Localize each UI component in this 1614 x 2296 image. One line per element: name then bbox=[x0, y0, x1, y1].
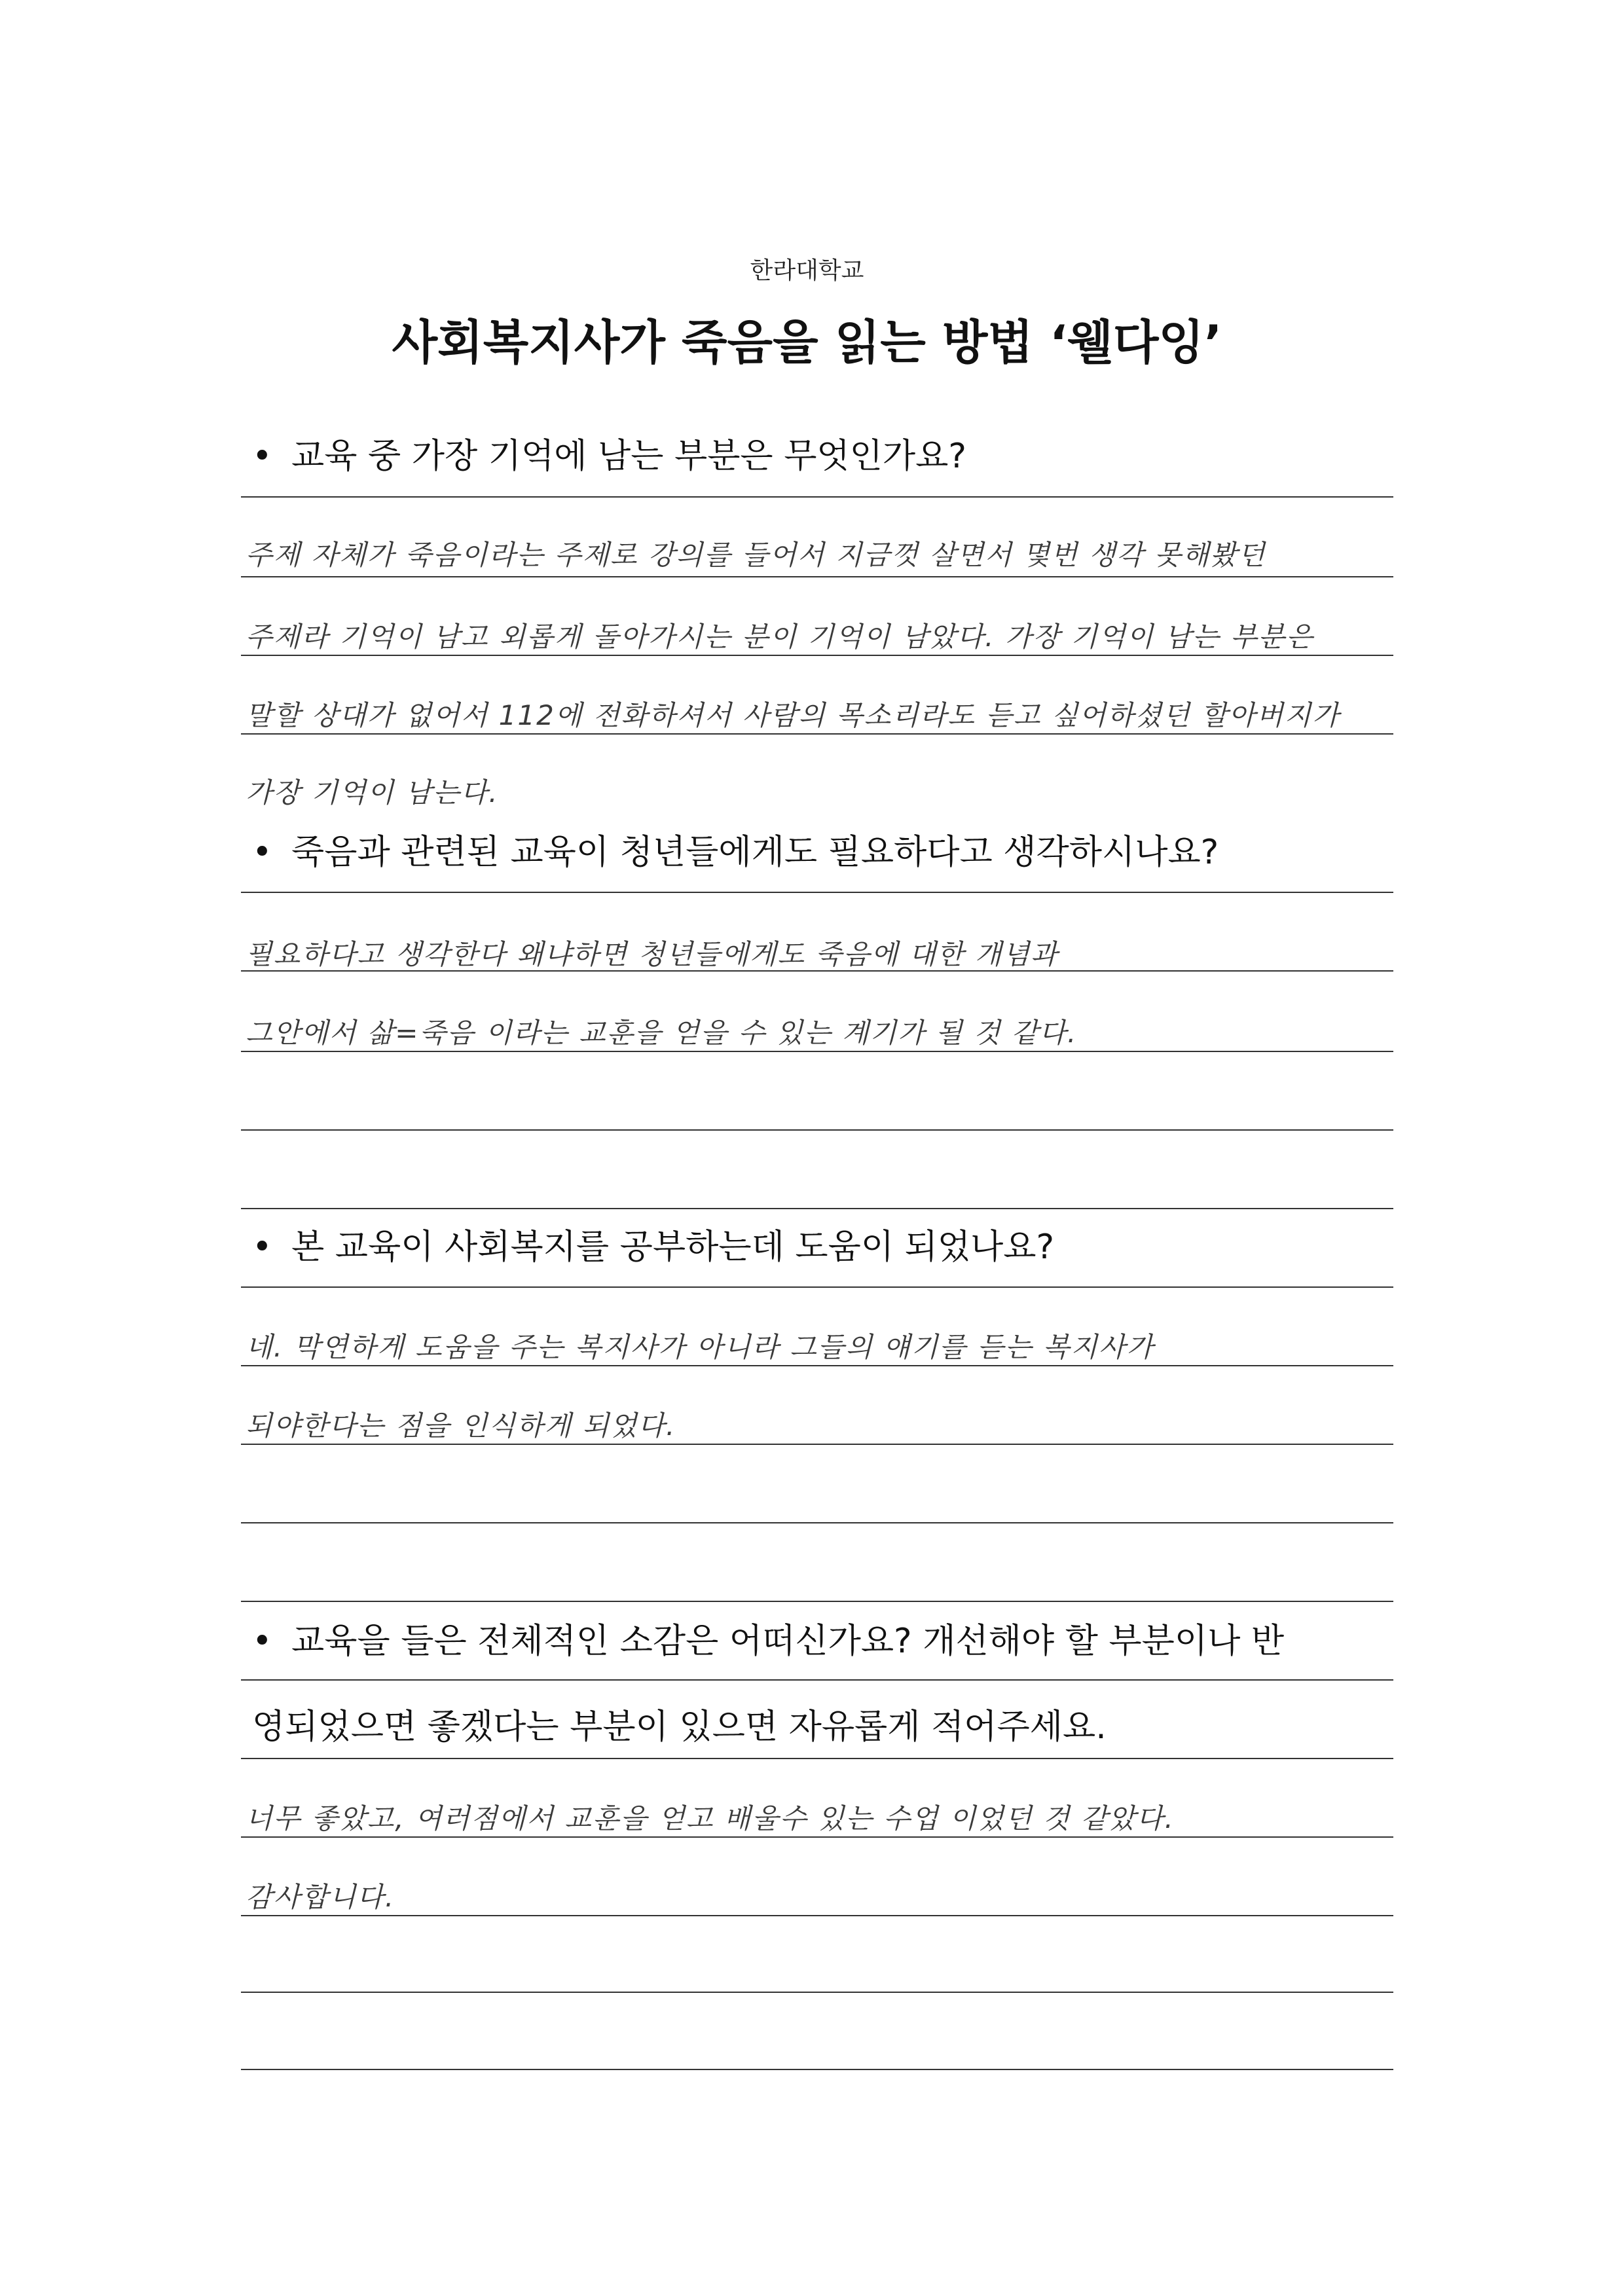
rule bbox=[241, 1286, 1393, 1288]
answer-1-line-2: 주제라 기억이 남고 외롭게 돌아가시는 분이 기억이 남았다. 가장 기억이 남는 부분은 bbox=[246, 621, 1314, 653]
answer-1-line-3: 말할 상대가 없어서 112에 전화하셔서 사람의 목소리라도 듣고 싶어하셨던 할아버지가 bbox=[246, 699, 1340, 731]
rule bbox=[241, 1915, 1393, 1916]
rule bbox=[241, 892, 1393, 893]
rule bbox=[241, 655, 1393, 656]
answer-2-line-1: 필요하다고 생각한다 왜냐하면 청년들에게도 죽음에 대한 개념과 bbox=[246, 938, 1059, 970]
rule bbox=[241, 1051, 1393, 1052]
bullet-icon: • bbox=[252, 1228, 272, 1267]
question-3 bbox=[252, 1226, 1378, 1269]
question-4 bbox=[252, 1620, 1378, 1663]
rule bbox=[241, 1365, 1393, 1366]
rule bbox=[241, 1208, 1393, 1209]
question-2 bbox=[252, 831, 1378, 874]
question-1-text: 교육 중 가장 기억에 남는 부분은 무엇인가요? bbox=[291, 437, 966, 476]
answer-4-line-1: 너무 좋았고, 여러점에서 교훈을 얻고 배울수 있는 수업 이었던 것 같았다. bbox=[246, 1802, 1175, 1834]
bullet-icon: • bbox=[252, 437, 272, 476]
question-3-text: 본 교육이 사회복지를 공부하는데 도움이 되었나요? bbox=[291, 1228, 1055, 1267]
answer-1-line-1: 주제 자체가 죽음이라는 주제로 강의를 들어서 지금껏 살면서 몇번 생각 못해봤던 bbox=[246, 539, 1266, 571]
school-name: 한라대학교 bbox=[750, 257, 864, 284]
question-2-text: 죽음과 관련된 교육이 청년들에게도 필요하다고 생각하시나요? bbox=[291, 833, 1219, 872]
question-4-text: 교육을 들은 전체적인 소감은 어떠신가요? 개선해야 할 부분이나 반 bbox=[291, 1622, 1285, 1661]
rule bbox=[241, 1444, 1393, 1445]
rule bbox=[241, 576, 1393, 577]
answer-3-line-2: 되야한다는 점을 인식하게 되었다. bbox=[246, 1410, 676, 1442]
answer-1-line-4: 가장 기억이 남는다. bbox=[246, 776, 499, 809]
rule bbox=[241, 970, 1393, 972]
rule bbox=[241, 1758, 1393, 1759]
bullet-icon: • bbox=[252, 1622, 272, 1661]
answer-4-line-2: 감사합니다. bbox=[246, 1881, 395, 1913]
question-4-text-line-2: 영되었으면 좋겠다는 부분이 있으면 자유롭게 적어주세요. bbox=[252, 1707, 1107, 1747]
question-1 bbox=[252, 435, 1378, 478]
answer-3-line-1: 네. 막연하게 도움을 주는 복지사가 아니라 그들의 얘기를 듣는 복지사가 bbox=[246, 1331, 1155, 1363]
rule bbox=[241, 1679, 1393, 1681]
page-title: 사회복지사가 죽음을 읽는 방법 ‘웰다잉’ bbox=[392, 315, 1222, 370]
bullet-icon: • bbox=[252, 833, 272, 872]
rule bbox=[241, 733, 1393, 735]
rule bbox=[241, 1836, 1393, 1838]
rule bbox=[241, 496, 1393, 498]
answer-2-line-2: 그안에서 삶=죽음 이라는 교훈을 얻을 수 있는 계기가 될 것 같다. bbox=[246, 1017, 1078, 1049]
rule bbox=[241, 1522, 1393, 1523]
rule bbox=[241, 1601, 1393, 1602]
rule bbox=[241, 1129, 1393, 1131]
rule bbox=[241, 2069, 1393, 2070]
rule bbox=[241, 1992, 1393, 1993]
